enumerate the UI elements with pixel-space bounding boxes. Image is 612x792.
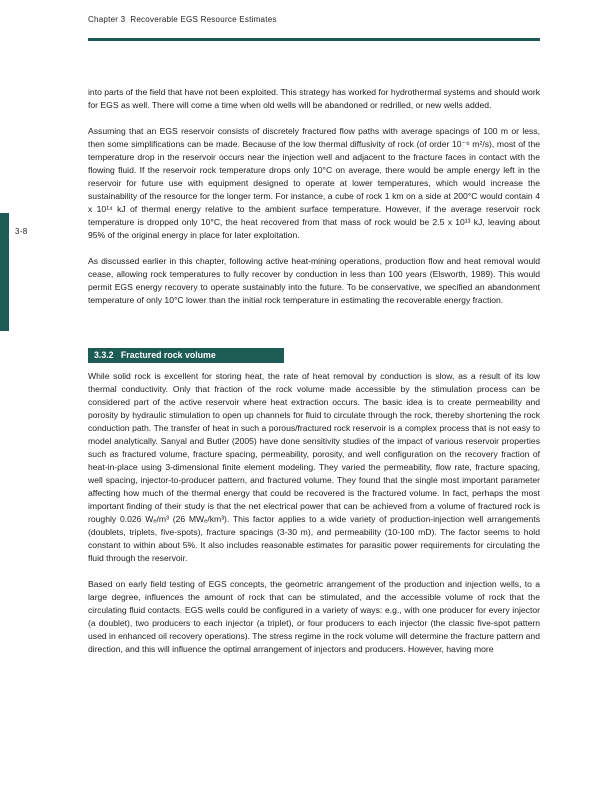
- body-paragraph: Based on early field testing of EGS concepts, the geometric arrangement of the production and injection wells, to a large degree, influences the amount of rock that can be stimulated, and the accessible volume of rock that the circulating fluid contacts. EGS wells could be configured in a variety of ways: e.g., with one producer for every injector (a doublet), two producers to each injector (a triplet), or four producers to each injector (the classic five-spot pattern used in enhanced oil recovery operations). The stress regime in the rock volume will determine the fracture pattern and direction, and this will influence the optimal arrangement of injectors and producers. However, having more: [88, 579, 540, 654]
- chapter-header: Chapter 3 Recoverable EGS Resource Estimates: [88, 15, 277, 24]
- body-paragraph: into parts of the field that have not been exploited. This strategy has worked for hydrothermal systems and should work for EGS as well. There will come a time when old wells will be abandoned or redrilled, or new wells added.: [88, 87, 540, 110]
- body-paragraph: While solid rock is excellent for storing heat, the rate of heat removal by conduction is slow, as a result of its low thermal conductivity. Only that fraction of the rock volume made accessible by the stimulation process can be considered part of the active reservoir where heat extraction occurs. The basic idea is to create permeability and porosity by hydraulic stimulation to open up channels for fluid to circulate through the rock, thereby shortening the rock conduction path. The transfer of heat in such a porous/fractured rock reservoir is a complex process that is not easy to model analytically. Sanyal and Butler (2005) have done sensitivity studies of the impact of various reservoir properties such as fractured volume, fracture spacing, permeability, porosity, and well configuration on the recovery fraction of heat-in-place using 3-dimensional finite element modeling. They varied the permeability, flow rate, fracture spacing, well spacing, injector-to-producer pattern, and fractured volume. They found that the single most important parameter affecting how much of the thermal energy that could be recovered is the fractured volume. In fact, perhaps the most important finding of their study is that the net electrical power that can be achieved from a volume of fractured rock is roughly 0.026 Wₑ/m³ (26 MWₑ/km³). This factor applies to a wide variety of production-injection well arrangements (doublets, triplets, five-spots), fracture spacings (3-30 m), and permeability (10-100 mD). The factor seems to hold constant to within about 5%. It also includes reasonable estimates for parasitic power requirements for circulating the fluid through the reservoir.: [88, 371, 540, 563]
- page-edge-tab: [0, 213, 9, 331]
- page-number: 3-8: [15, 227, 28, 236]
- body-paragraph: As discussed earlier in this chapter, following active heat-mining operations, production flow and heat removal would cease, allowing rock temperatures to fully recover by conduction in less than 100 years (Elsworth, 1989). This would permit EGS energy recovery to operate sustainably into the future. To be conservative, we specified an abandonment temperature of only 10°C lower than the initial rock temperature in estimating the recoverable energy fraction.: [88, 256, 540, 305]
- header-rule: [88, 38, 540, 41]
- body-paragraph: Assuming that an EGS reservoir consists of discretely fractured flow paths with average spacings of 100 m or less, then some simplifications can be made. Because of the low thermal diffusivity of rock (of order 10⁻⁶ m²/s), most of the temperature drop in the reservoir occurs near the injection well and adjacent to the fracture faces in contact with the flowing fluid. If the reservoir rock temperature drops only 10°C on average, there would be ample energy left in the reservoir for future use with equipment designed to operate at lower temperatures, which would increase the sustainability of the resource for the longer term. For instance, a cube of rock 1 km on a side at 200°C would contain 4 x 10¹⁴ kJ of thermal energy relative to the ambient surface temperature. However, if the average reservoir rock temperature is dropped only 10°C, the heat recovered from that mass of rock would be 2.5 x 10¹³ kJ, leaving about 95% of the original energy in place for later exploitation.: [88, 126, 540, 240]
- page-body: [88, 86, 540, 669]
- section-heading: 3.3.2 Fractured rock volume: [88, 348, 284, 363]
